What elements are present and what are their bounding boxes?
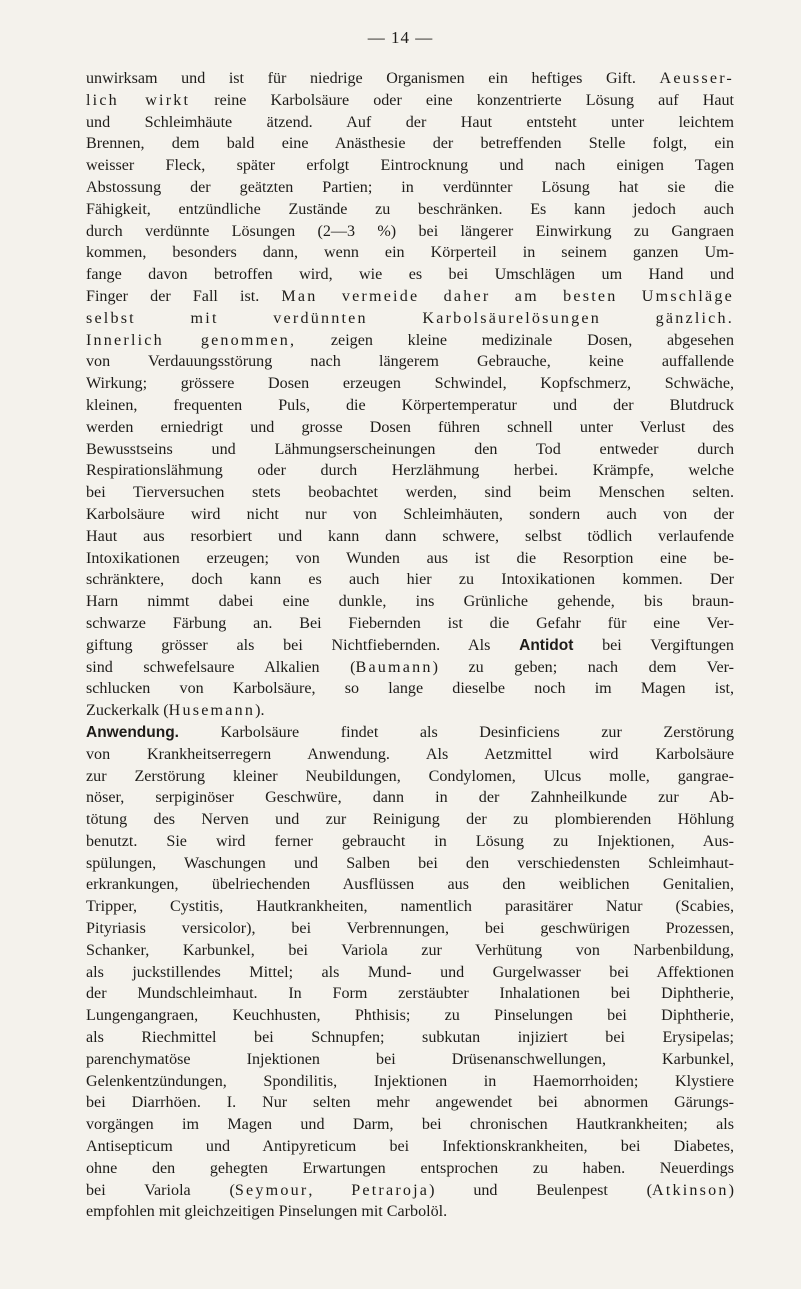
- text-run: werden erniedrigt und grosse Dosen führen schnell unter Verlust des: [86, 418, 734, 436]
- text-run: erkrankungen, übelriechenden Ausflüssen aus den weiblichen Genitalien,: [86, 876, 734, 894]
- text-line: [86, 286, 734, 308]
- text-line: [86, 787, 734, 809]
- text-run: als juckstillendes Mittel; als Mund- und Gurgelwasser bei Affektionen: [86, 963, 734, 981]
- text-line: [86, 744, 734, 766]
- text-line: [86, 1092, 734, 1114]
- text-run: Lungengangraen, Keuchhusten, Phthisis; zu Pinselungen bei Diphtherie,: [86, 1007, 734, 1025]
- text-line: [86, 504, 734, 526]
- text-line: [86, 940, 734, 962]
- text-run: Brennen, dem bald eine Anästhesie der betreffenden Stelle folgt, ein: [86, 135, 734, 153]
- section-heading: Anwendung.: [86, 723, 179, 741]
- emphasized-text: Atkinson: [652, 1181, 729, 1199]
- text-line: [86, 112, 734, 134]
- text-line: [86, 1027, 734, 1049]
- text-line: [86, 242, 734, 264]
- text-line: [86, 526, 734, 548]
- text-line: [86, 351, 734, 373]
- section-heading: Antidot: [519, 636, 574, 654]
- text-line: [86, 1071, 734, 1093]
- text-run: Intoxikationen erzeugen; von Wunden aus ist die Resorption eine be-: [86, 549, 734, 567]
- text-run: bei Vergiftungen: [573, 636, 734, 654]
- text-run: vorgängen im Magen und Darm, bei chronischen Hautkrankheiten; als: [86, 1116, 734, 1134]
- text-run: schwarze Färbung an. Bei Fiebernden ist die Gefahr für eine Ver-: [86, 614, 734, 632]
- text-line: [86, 918, 734, 940]
- text-line: [86, 133, 734, 155]
- text-run: unwirksam und ist für niedrige Organismen ein heftiges Gift.: [86, 70, 660, 87]
- text-run: Karbolsäure findet als Desinficiens zur Zerstörung: [179, 723, 734, 741]
- text-line: [86, 591, 734, 613]
- text-line: [86, 1136, 734, 1158]
- text-line: [86, 155, 734, 177]
- text-line: [86, 657, 734, 679]
- text-run: fange davon betroffen wird, wie es bei Umschlägen um Hand und: [86, 266, 734, 284]
- emphasized-text: selbst mit verdünnten Karbolsäurelösungen gänzlich.: [86, 309, 734, 327]
- text-line: [86, 613, 734, 635]
- text-run: kleinen, frequenten Puls, die Körpertemperatur und der Blutdruck: [86, 396, 734, 414]
- text-run: und Schleimhäute ätzend. Auf der Haut entsteht unter leichtem: [86, 113, 734, 131]
- text-run: Haut aus resorbiert und kann dann schwere, selbst tödlich verlaufende: [86, 527, 734, 545]
- text-line: [86, 1005, 734, 1027]
- text-line: [86, 395, 734, 417]
- text-run: empfohlen mit gleichzeitigen Pinselungen mit Carbolöl.: [86, 1203, 448, 1221]
- page-number: — 14 —: [367, 28, 434, 47]
- text-line: [86, 373, 734, 395]
- text-line: [86, 439, 734, 461]
- text-run: ): [728, 1181, 734, 1199]
- text-run: schlucken von Karbolsäure, so lange dieselbe noch im Magen ist,: [86, 680, 734, 698]
- text-line: [86, 831, 734, 853]
- text-run: Abstossung der geätzten Partien; in verdünnter Lösung hat sie die: [86, 178, 734, 196]
- text-line: [86, 548, 734, 570]
- text-line: [86, 983, 734, 1005]
- text-line: [86, 68, 734, 90]
- text-run: zur Zerstörung kleiner Neubildungen, Condylomen, Ulcus molle, gangrae-: [86, 767, 734, 785]
- text-line: [86, 1158, 734, 1180]
- text-line: [86, 177, 734, 199]
- text-run: Pityriasis versicolor), bei Verbrennungen, bei geschwürigen Prozessen,: [86, 920, 734, 938]
- text-line: [86, 460, 734, 482]
- text-run: von Verdauungsstörung nach längerem Gebrauche, keine auffallende: [86, 353, 734, 371]
- text-run: ) und Beulenpest (: [429, 1181, 653, 1199]
- text-line: [86, 199, 734, 221]
- text-run: bei Diarrhöen. I. Nur selten mehr angewendet bei abnormen Gärungs-: [86, 1094, 734, 1112]
- text-run: spülungen, Waschungen und Salben bei den verschiedensten Schleimhaut-: [86, 854, 734, 872]
- text-run: als Riechmittel bei Schnupfen; subkutan injiziert bei Erysipelas;: [86, 1029, 734, 1047]
- emphasized-text: Seymour: [234, 1181, 309, 1199]
- text-run: der Mundschleimhaut. In Form zerstäubter Inhalationen bei Diphtherie,: [86, 985, 734, 1003]
- text-run: giftung grösser als bei Nichtfiebernden. Als: [86, 636, 520, 654]
- text-run: Respirationslähmung oder durch Herzlähmung herbei. Krämpfe, welche: [86, 462, 734, 480]
- text-line: [86, 264, 734, 286]
- text-line: [86, 1114, 734, 1136]
- text-line: [86, 1201, 734, 1223]
- text-run: schränktere, doch kann es auch hier zu Intoxikationen kommen. Der: [86, 571, 734, 589]
- text-line: [86, 1180, 734, 1202]
- text-line: [86, 678, 734, 700]
- text-run: Zuckerkalk (: [86, 702, 169, 720]
- text-run: weisser Fleck, später erfolgt Eintrocknung und nach einigen Tagen: [86, 157, 734, 175]
- emphasized-text: Baumann: [355, 658, 433, 676]
- text-line: [86, 853, 734, 875]
- text-run: bei Tierversuchen stets beobachtet werden, sind beim Menschen selten.: [86, 484, 734, 502]
- text-line: [86, 221, 734, 243]
- text-run: bei Variola (: [86, 1181, 235, 1199]
- text-line: [86, 330, 734, 352]
- text-run: ohne den gehegten Erwartungen entsprochen zu haben. Neuerdings: [86, 1159, 734, 1177]
- text-run: ).: [255, 702, 265, 720]
- text-line: [86, 700, 734, 722]
- text-run: zeigen kleine medizinale Dosen, abgesehen: [296, 331, 734, 349]
- text-run: Antisepticum und Antipyreticum bei Infektionskrankheiten, bei Diabetes,: [86, 1138, 734, 1156]
- text-run: tötung des Nerven und zur Reinigung der zu plombierenden Höhlung: [86, 811, 734, 829]
- text-run: reine Karbolsäure oder eine konzentrierte Lösung auf Haut: [190, 91, 734, 109]
- text-run: Tripper, Cystitis, Hautkrankheiten, namentlich parasitärer Natur (Scabies,: [86, 898, 734, 916]
- text-line: [86, 417, 734, 439]
- text-run: Karbolsäure wird nicht nur von Schleimhäuten, sondern auch von der: [86, 505, 734, 523]
- text-run: Bewusstseins und Lähmungserscheinungen den Tod entweder durch: [86, 440, 734, 458]
- text-run: ,: [308, 1181, 352, 1199]
- text-line: [86, 874, 734, 896]
- text-line: [86, 896, 734, 918]
- body-text: [86, 68, 734, 1223]
- text-line: [86, 90, 734, 112]
- emphasized-text: Petraroja: [351, 1181, 430, 1199]
- text-run: ) zu geben; nach dem Ver-: [432, 658, 734, 676]
- text-line: [86, 482, 734, 504]
- emphasized-text: Aeusser-: [659, 70, 734, 87]
- text-run: parenchymatöse Injektionen bei Drüsenanschwellungen, Karbunkel,: [86, 1050, 734, 1068]
- text-run: durch verdünnte Lösungen (2—3 %) bei längerer Einwirkung zu Gangraen: [86, 222, 734, 240]
- text-run: Fähigkeit, entzündliche Zustände zu beschränken. Es kann jedoch auch: [86, 200, 734, 218]
- emphasized-text: Innerlich genommen,: [86, 331, 297, 349]
- text-run: Wirkung; grössere Dosen erzeugen Schwindel, Kopfschmerz, Schwäche,: [86, 375, 734, 393]
- text-line: [86, 962, 734, 984]
- text-run: Harn nimmt dabei eine dunkle, ins Grünliche gehende, bis braun-: [86, 593, 734, 611]
- text-line: [86, 308, 734, 330]
- text-run: sind schwefelsaure Alkalien (: [86, 658, 356, 676]
- text-run: nöser, serpiginöser Geschwüre, dann in der Zahnheilkunde zur Ab-: [86, 789, 734, 807]
- emphasized-text: Husemann: [168, 702, 256, 720]
- text-run: kommen, besonders dann, wenn ein Körperteil in seinem ganzen Um-: [86, 244, 734, 262]
- text-run: benutzt. Sie wird ferner gebraucht in Lösung zu Injektionen, Aus-: [86, 832, 734, 850]
- text-line: [86, 809, 734, 831]
- text-line: [86, 1049, 734, 1071]
- text-run: Finger der Fall ist.: [86, 287, 282, 305]
- text-run: Schanker, Karbunkel, bei Variola zur Verhütung von Narbenbildung,: [86, 941, 734, 959]
- text-run: Gelenkentzündungen, Spondilitis, Injektionen in Haemorrhoiden; Klystiere: [86, 1072, 734, 1090]
- text-line: [86, 722, 734, 744]
- text-line: [86, 766, 734, 788]
- text-run: von Krankheitserregern Anwendung. Als Aetzmittel wird Karbolsäure: [86, 745, 734, 763]
- emphasized-text: lich wirkt: [86, 91, 191, 109]
- text-line: [86, 569, 734, 591]
- emphasized-text: Man vermeide daher am besten Umschläge: [281, 287, 734, 305]
- text-line: [86, 635, 734, 657]
